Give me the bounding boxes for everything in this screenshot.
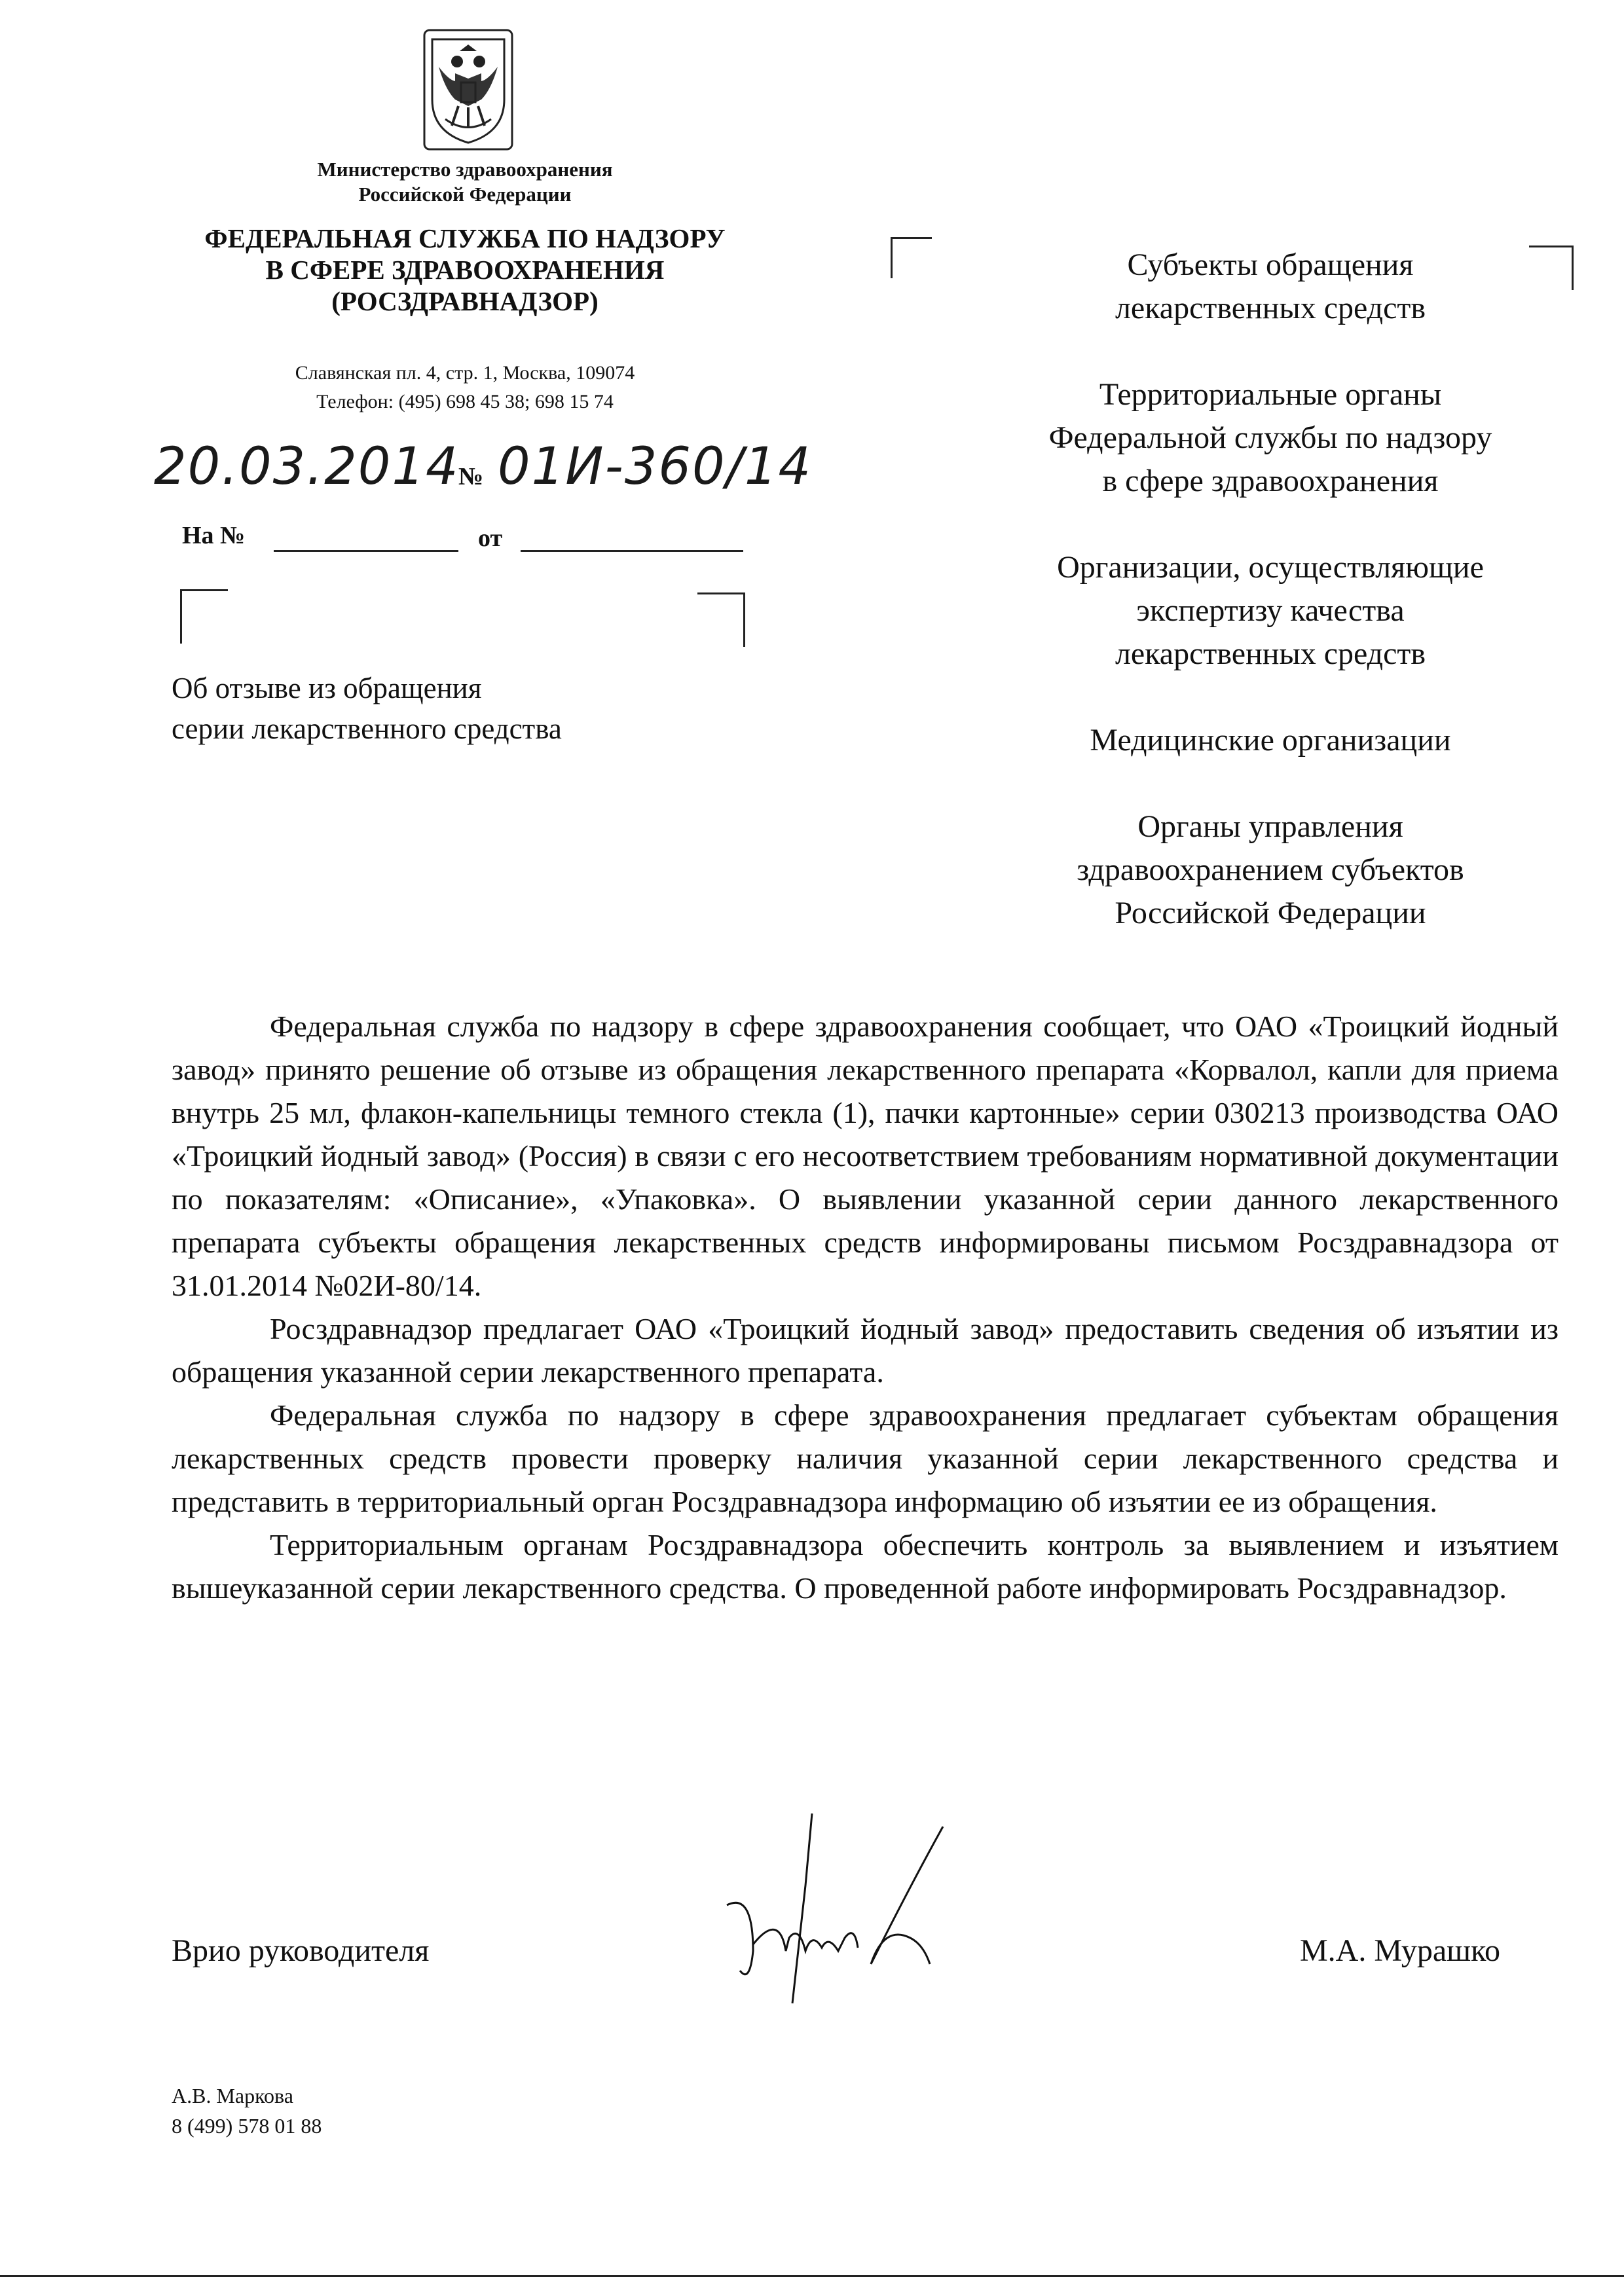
bottom-scan-edge [0,2275,1624,2277]
service-line: (РОСЗДРАВНАДЗОР) [331,286,599,316]
reference-date-line [521,550,743,552]
body-paragraph: Территориальным органам Росздравнадзора обеспечить контроль за выявлением и изъятием вышеуказанной серии лекарственного средства. О проведенной работе информировать Росздравнадзор. [172,1528,1559,1605]
reference-number-line [274,550,458,552]
addressee-line: Территориальные органы [1099,377,1442,412]
addressee-line: в сфере здравоохранения [1102,464,1439,498]
executor-block [172,2081,322,2141]
signatory-name: М.А. Мурашко [1300,1933,1500,1968]
addressee-group [943,719,1598,762]
addressee-line: Федеральной службы по надзору [1048,420,1492,455]
addressee-corner-left [891,237,932,278]
service-name [170,223,760,317]
addressee-line: Организации, осуществляющие [1057,550,1484,585]
addressee-line: Российской Федерации [1115,896,1426,930]
handwritten-signature [714,1807,950,2030]
addressee-block [943,244,1598,978]
subject-corner-right [697,592,745,647]
subject-line: Об отзыве из обращения [172,672,482,704]
executor-phone: 8 (499) 578 01 88 [172,2114,322,2138]
addressee-line: Медицинские организации [1090,723,1451,757]
ministry-name [249,157,681,207]
subject-corner-left [180,589,228,644]
body-paragraph: Росздравнадзор предлагает ОАО «Троицкий йодный завод» предоставить сведения об изъятии из обращения указанной серии лекарственного препарата. [172,1312,1559,1389]
letter-subject [172,668,761,749]
letter-body [172,1005,1559,1610]
registration-number: 01И-360/14 [498,437,813,496]
registration-date: 20.03.2014 [154,437,460,496]
body-paragraph: Федеральная служба по надзору в сфере здравоохранения предлагает субъектам обращения лекарственных средств провести проверку наличия указанной серии лекарственного средства и представить в территориальный орган Росздравнадзора информацию об изъятии ее из обращения. [172,1398,1559,1518]
addressee-group [943,373,1598,503]
addressee-group [943,805,1598,935]
executor-name: А.В. Маркова [172,2084,293,2107]
address-line: Славянская пл. 4, стр. 1, Москва, 109074 [295,362,635,384]
addressee-line: Органы управления [1137,809,1403,844]
addressee-line: лекарственных средств [1115,636,1426,671]
signatory-position: Врио руководителя [172,1933,430,1968]
ministry-line: Министерство здравоохранения [317,158,613,181]
addressee-line: лекарственных средств [1115,291,1426,325]
number-sign: № [458,463,484,490]
addressee-group [943,546,1598,676]
coat-of-arms-icon [419,27,517,152]
subject-line: серии лекарственного средства [172,712,562,745]
service-address [196,359,733,416]
ministry-line: Российской Федерации [358,183,572,206]
from-label: от [478,524,503,552]
service-line: ФЕДЕРАЛЬНАЯ СЛУЖБА ПО НАДЗОРУ [204,223,726,253]
service-line: В СФЕРЕ ЗДРАВООХРАНЕНИЯ [265,255,665,285]
addressee-line: здравоохранением субъектов [1077,852,1464,887]
addressee-line: экспертизу качества [1136,593,1405,628]
addressee-group [943,244,1598,330]
addressee-line: Субъекты обращения [1127,247,1414,282]
body-paragraph: Федеральная служба по надзору в сфере здравоохранения сообщает, что ОАО «Троицкий йодный завод» принято решение об отзыве из обращения лекарственного препарата «Корвалол, капли для приема внутрь 25 мл, флакон-капельницы темного стекла (1), пачки картонные» серии 030213 производства ОАО «Троицкий йодный завод» (Россия) в связи с его несоответствием требованиям нормативной документации по показателям: «Описание», «Упаковка». О выявлении указанной серии данного лекарственного препарата субъекты обращения лекарственных средств информированы письмом Росздравнадзора от 31.01.2014 №02И-80/14. [172,1010,1559,1302]
reference-label: На № [182,522,246,549]
phone-line: Телефон: (495) 698 45 38; 698 15 74 [316,391,614,412]
